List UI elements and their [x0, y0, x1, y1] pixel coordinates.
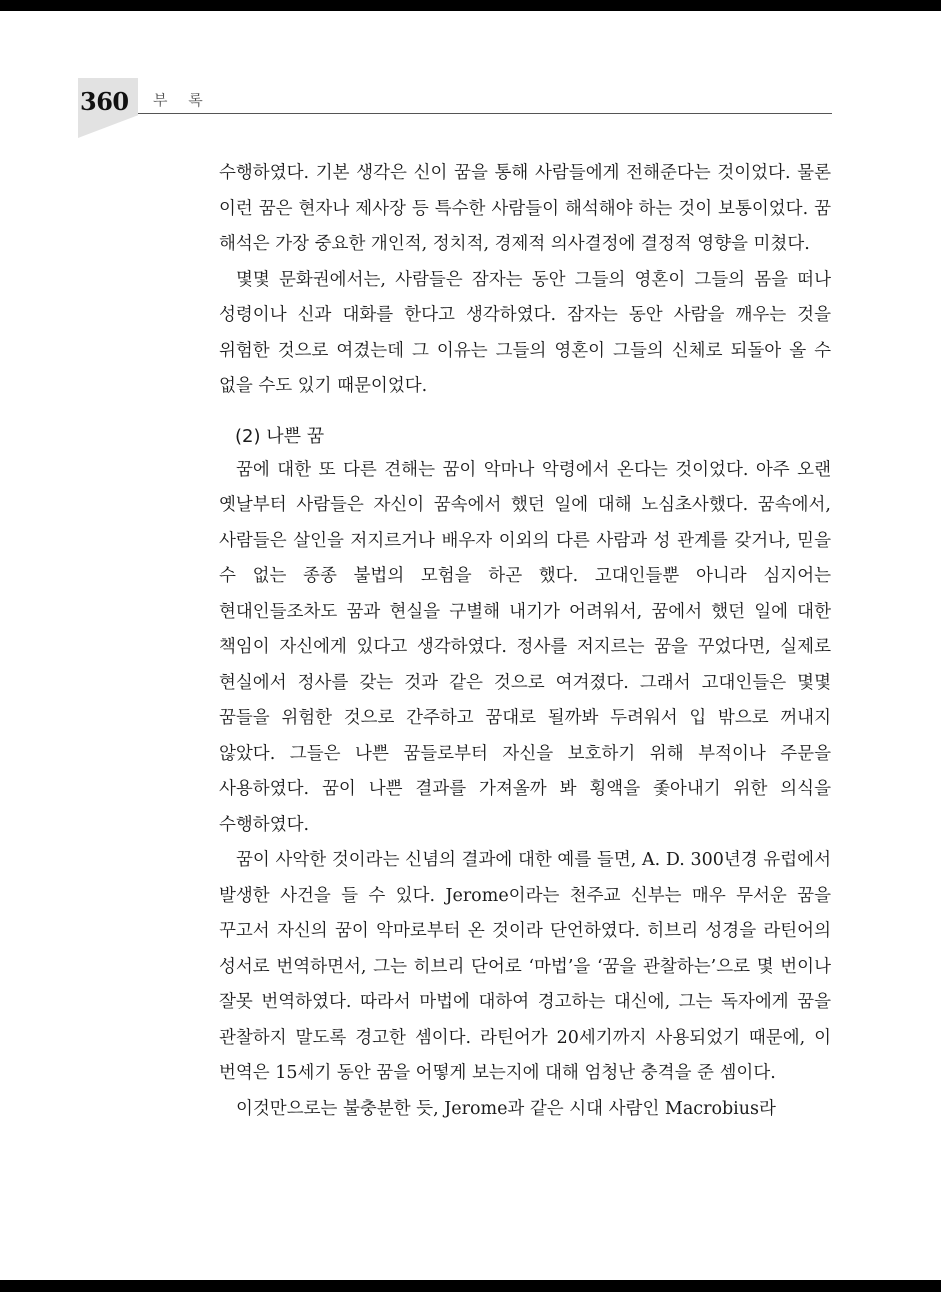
top-border [0, 0, 941, 11]
page-body [219, 156, 831, 1127]
body-paragraph-2: 몇몇 문화권에서는, 사람들은 잠자는 동안 그들의 영혼이 그들의 몸을 떠나 성령이나 신과 대화를 한다고 생각하였다. 잠자는 동안 사람을 깨우는 것을 위험한 것으로 여겼는데 그 이유는 그들의 영혼이 그들의 신체로 되돌아 올 수 없을 수도 있기 때문이었다. [219, 269, 831, 396]
body-paragraph-5: 이것만으로는 불충분한 듯, Jerome과 같은 시대 사람인 Macrobius라 [236, 1098, 776, 1119]
header-rule [138, 113, 832, 114]
subheading-bad-dreams: (2) 나쁜 꿈 [235, 425, 325, 447]
page-number: 360 [80, 87, 129, 116]
body-paragraph-1: 수행하였다. 기본 생각은 신이 꿈을 통해 사람들에게 전해준다는 것이었다. 물론 이런 꿈은 현자나 제사장 등 특수한 사람들이 해석해야 하는 것이 보통이었다. 꿈 해석은 가장 중요한 개인적, 정치적, 경제적 의사결정에 결정적 영향을 미쳤다. [219, 163, 831, 254]
bottom-border [0, 1280, 941, 1292]
body-paragraph-3: 꿈에 대한 또 다른 견해는 꿈이 악마나 악령에서 온다는 것이었다. 아주 오랜 옛날부터 사람들은 자신이 꿈속에서 했던 일에 대해 노심초사했다. 꿈속에서, 사람들은 살인을 저지르거나 배우자 이외의 다른 사람과 성 관계를 갖거나, 믿을 수 없는 종종 불법의 모험을 하곤 했다. 고대인들뿐 아니라 심지어는 현대인들조차도 꿈과 현실을 구별해 내기가 어려워서, 꿈에서 했던 일에 대한 책임이 자신에게 있다고 생각하였다. 정사를 저지르는 꿈을 꾸었다면, 실제로 현실에서 정사를 갖는 것과 같은 것으로 여겨졌다. 그래서 고대인들은 몇몇 꿈들을 위험한 것으로 간주하고 꿈대로 될까봐 두려워서 입 밖으로 꺼내지 않았다. 그들은 나쁜 꿈들로부터 자신을 보호하기 위해 부적이나 주문을 사용하였다. 꿈이 나쁜 결과를 가져올까 봐 횡액을 좇아내기 위한 의식을 수행하였다. [219, 459, 831, 835]
running-header-section: 부 록 [153, 91, 211, 109]
body-paragraph-4: 꿈이 사악한 것이라는 신념의 결과에 대한 예를 들면, A. D. 300년경 유럽에서 발생한 사건을 들 수 있다. Jerome이라는 천주교 신부는 매우 무서운 꿈을 꾸고서 자신의 꿈이 악마로부터 온 것이라 단언하였다. 히브리 성경을 라틴어의 성서로 번역하면서, 그는 히브리 단어로 ‘마법’을 ‘꿈을 관찰하는’으로 몇 번이나 잘못 번역하였다. 따라서 마법에 대하여 경고하는 대신에, 그는 독자에게 꿈을 관찰하지 말도록 경고한 셈이다. 라틴어가 20세기까지 사용되었기 때문에, 이 번역은 15세기 동안 꿈을 어떻게 보는지에 대해 엄청난 충격을 준 셈이다. [219, 850, 831, 1083]
